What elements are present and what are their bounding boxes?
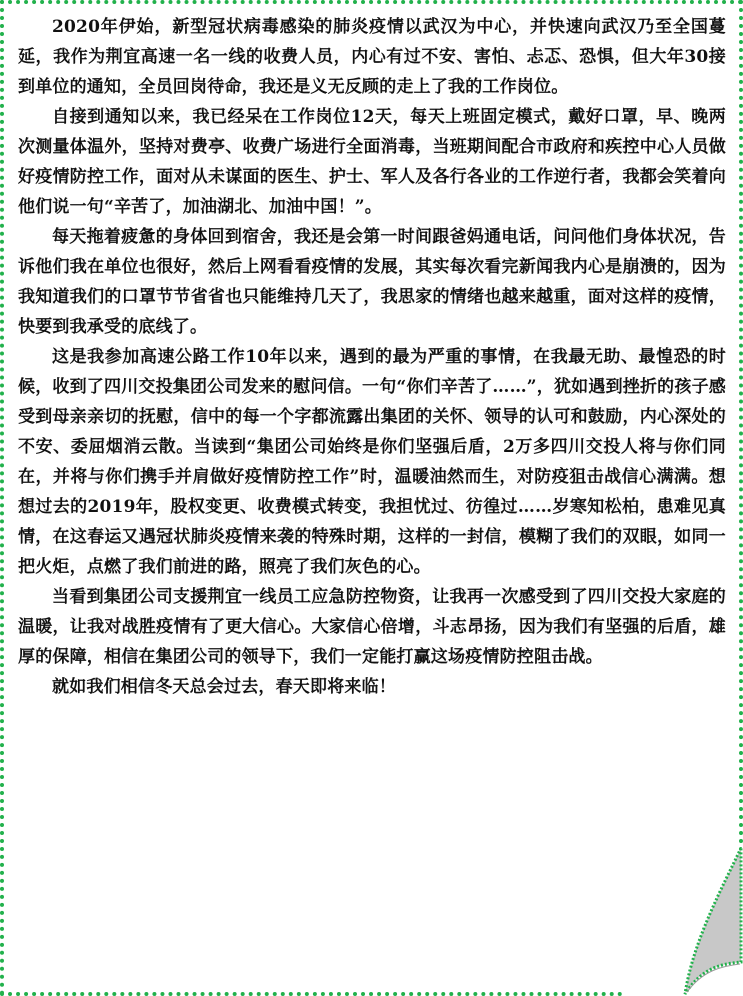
paragraph-3: 每天拖着疲惫的身体回到宿舍，我还是会第一时间跟爸妈通电话，问问他们身体状况，告诉他们我在单位也很好，然后上网看看疫情的发展，其实每次看完新闻我内心是崩溃的，因为我知道我们的口罩节节省省也只能维持几天了，我思家的情绪也越来越重，面对这样的疫情，快要到我承受的底线了。 <box>18 227 726 337</box>
page-curl-icon <box>623 846 743 996</box>
paragraph-6: 就如我们相信冬天总会过去，春天即将来临！ <box>52 677 396 697</box>
paragraph-1: 2020年伊始，新型冠状病毒感染的肺炎疫情以武汉为中心，并快速向武汉乃至全国蔓延，我作为荆宜高速一名一线的收费人员，内心有过不安、害怕、忐忑、恐惧，但大年30接到单位的通知，全员回岗待命，我还是义无反顾的走上了我的工作岗位。 <box>18 17 726 97</box>
paragraph-2: 自接到通知以来，我已经呆在工作岗位12天，每天上班固定模式，戴好口罩，早、晚两次测量体温外，坚持对费亭、收费广场进行全面消毒，当班期间配合市政府和疾控中心人员做好疫情防控工作，面对从未谋面的医生、护士、军人及各行各业的工作逆行者，我都会笑着向他们说一句“辛苦了，加油湖北、加油中国！”。 <box>18 107 726 217</box>
letter-body <box>18 12 726 702</box>
paragraph-5: 当看到集团公司支援荆宜一线员工应急防控物资，让我再一次感受到了四川交投大家庭的温暖，让我对战胜疫情有了更大信心。大家信心倍增，斗志昂扬，因为我们有坚强的后盾，雄厚的保障，相信在集团公司的领导下，我们一定能打赢这场疫情防控阻击战。 <box>18 587 726 667</box>
paragraph-4: 这是我参加高速公路工作10年以来，遇到的最为严重的事情，在我最无助、最惶恐的时候，收到了四川交投集团公司发来的慰问信。一句“你们辛苦了……”，犹如遇到挫折的孩子感受到母亲亲切的抚慰，信中的每一个字都流露出集团的关怀、领导的认可和鼓励，内心深处的不安、委屈烟消云散。当读到“集团公司始终是你们坚强后盾，2万多四川交投人将与你们同在，并将与你们携手并肩做好疫情防控工作”时，温暖油然而生，对防疫狙击战信心满满。想想过去的2019年，股权变更、收费模式转变，我担忧过、彷徨过……岁寒知松柏，患难见真情，在这春运又遇冠状肺炎疫情来袭的特殊时期，这样的一封信，模糊了我们的双眼，如同一把火炬，点燃了我们前进的路，照亮了我们灰色的心。 <box>18 347 726 577</box>
